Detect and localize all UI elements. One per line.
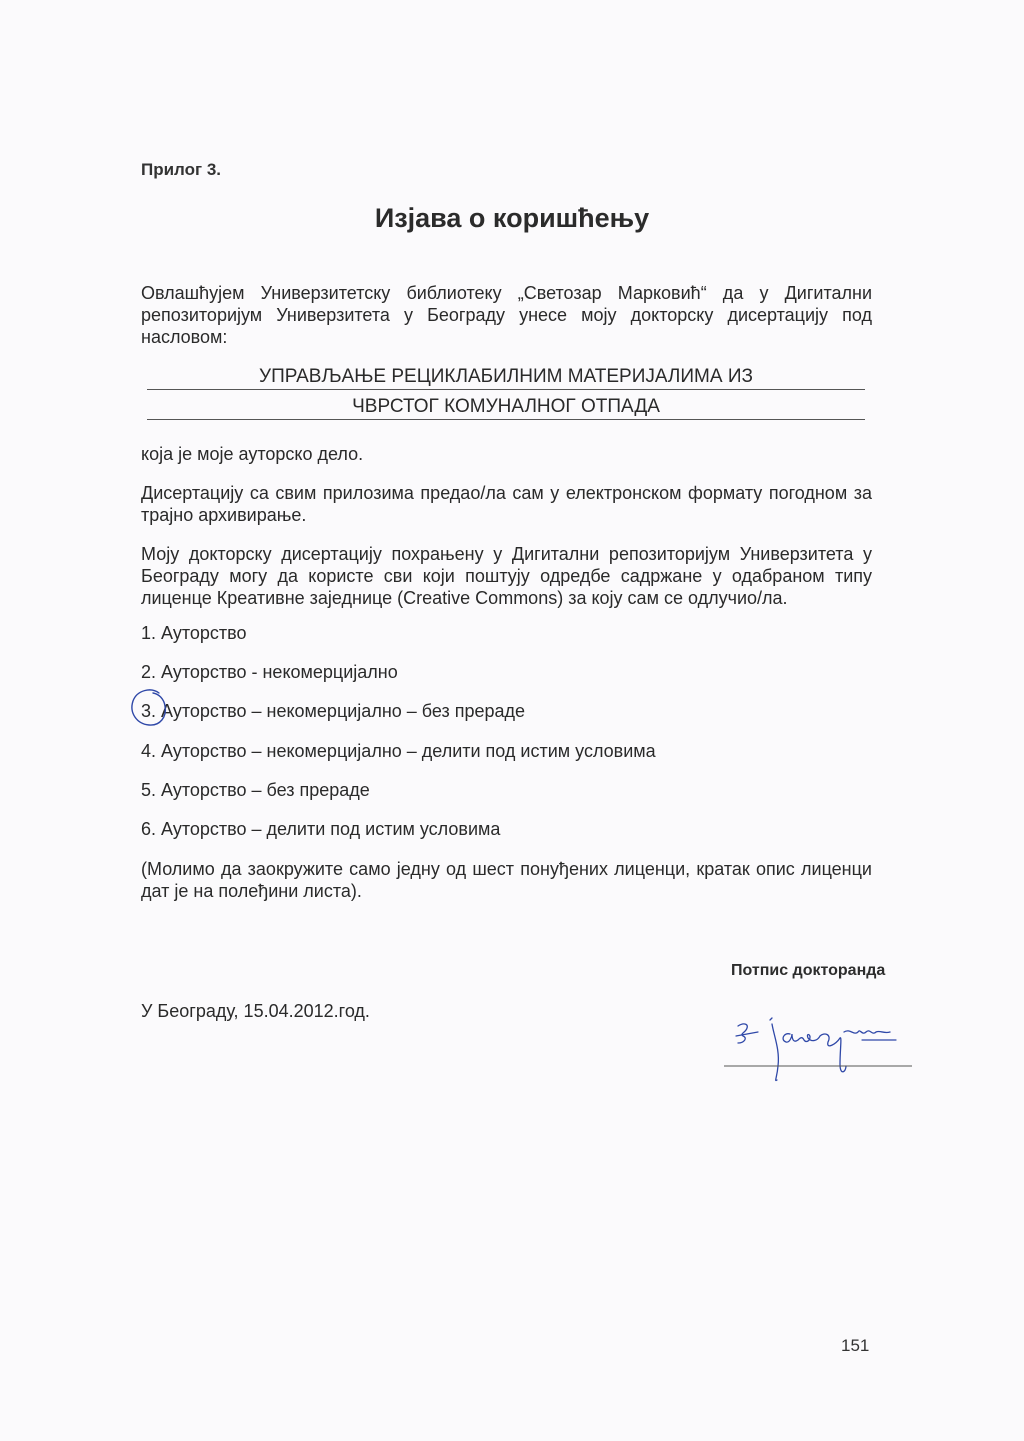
license-option-4 [141,740,656,779]
license-option-label: 5. Ауторство – без прераде [141,780,370,800]
handwritten-signature [720,1010,916,1090]
thesis-title-line-1: УПРАВЉАЊЕ РЕЦИКЛАБИЛНИМ МАТЕРИЈАЛИМА ИЗ [147,366,865,390]
license-option-label: 4. Ауторство – некомерцијално – делити под истим условима [141,741,656,761]
place-date: У Београду, 15.04.2012.год. [141,1001,370,1021]
license-option-6 [141,818,656,857]
license-option-label: 3. Ауторство – некомерцијално – без прераде [141,701,526,721]
license-option-2 [141,661,656,700]
submission-paragraph: Дисертацију са свим прилозима предао/ла сам у електронском формату погодном за трајно архивирање. [141,483,872,525]
appendix-label: Прилог 3. [141,160,221,179]
intro-paragraph: Овлашћујем Универзитетску библиотеку „Светозар Марковић“ да у Дигитални репозиторијум Универзитета у Београду унесе моју докторску дисертацију под насловом: [141,283,872,347]
hand-drawn-circle-icon [129,686,171,730]
license-option-5 [141,779,656,818]
license-option-label: 2. Ауторство - некомерцијално [141,662,398,682]
signature-label: Потпис докторанда [731,962,886,979]
thesis-title-line-2: ЧВРСТОГ КОМУНАЛНОГ ОТПАДА [147,396,865,420]
repository-paragraph: Моју докторску дисертацију похрањену у Дигитални репозиторијум Универзитета у Београду могу да користе сви који поштују одредбе садржане у одабраном типу лиценце Креативне заједнице (Creative Commons) за коју сам се одлучио/ла. [141,544,872,608]
license-option-label: 1. Ауторство [141,623,247,643]
license-option-3 [141,700,656,740]
authorship-paragraph: која је моје ауторско дело. [141,444,364,464]
license-option-label: 6. Ауторство – делити под истим условима [141,819,501,839]
page-title: Изјава о коришћењу [374,203,650,233]
license-option-1 [141,622,656,661]
license-list [141,622,656,857]
page-number: 151 [841,1336,870,1355]
instruction-note: (Молимо да заокружите само једну од шест понуђених лиценци, кратак опис лиценци дат је на полеђини листа). [141,859,872,901]
